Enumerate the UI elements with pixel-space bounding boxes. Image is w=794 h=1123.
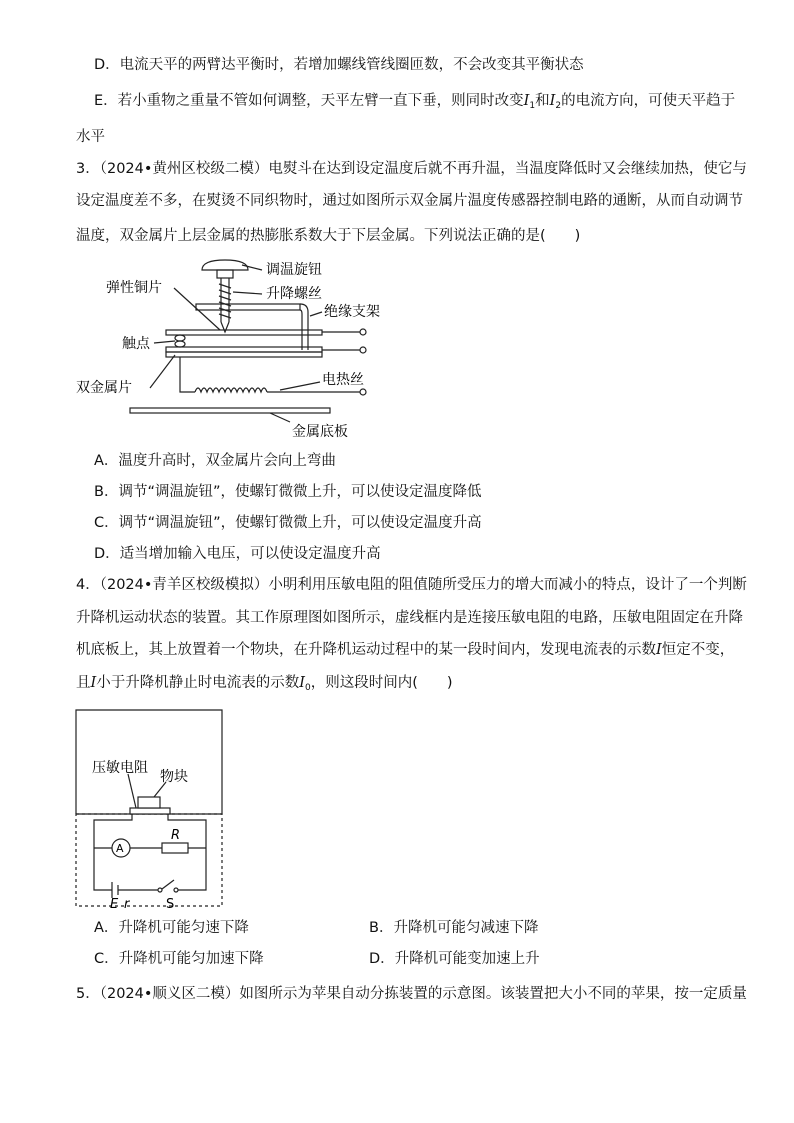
q4-stem-line1: 4．（2024•青羊区校级模拟）小明利用压敏电阻的阻值随所受压力的增大而减小的特点，设计了一个判断	[76, 577, 747, 593]
q4-stem-line4-c: ，则这段时间内( )	[310, 675, 453, 691]
label-bimetal: 双金属片	[76, 380, 132, 396]
q4-option-b: B．升降机可能匀减速下降	[369, 920, 539, 936]
q2-option-e-text-b: 的电流方向，可使天平趋于	[561, 93, 736, 109]
q4-figure-elevator-circuit	[74, 708, 226, 910]
label-block: 物块	[160, 769, 188, 785]
q3-option-b: B．调节“调温旋钮”，使螺钉微微上升，可以使设定温度降低	[94, 484, 482, 500]
label-pressure-resistor: 压敏电阻	[92, 760, 148, 776]
q4-stem-line3	[76, 640, 734, 660]
q2-sub-2: 2	[555, 101, 562, 111]
q4-var-i0: I	[299, 675, 305, 691]
label-r-resistor: R	[171, 828, 181, 843]
q4-stem-line3-b: 恒定不变，	[661, 642, 735, 658]
label-heater: 电热丝	[322, 372, 364, 388]
q2-option-d: D．电流天平的两臂达平衡时，若增加螺线管线圈匝数，不会改变其平衡状态	[94, 57, 584, 73]
label-contact: 触点	[122, 336, 150, 352]
q4-stem-line4-b: 小于升降机静止时电流表的示数	[96, 675, 300, 691]
q2-var-i1: I	[523, 93, 530, 109]
q3-stem-line1: 3．（2024•黄州区校级二模）电熨斗在达到设定温度后就不再升温，当温度降低时又会继续加热，使它与	[76, 161, 747, 177]
q4-option-d: D．升降机可能变加速上升	[369, 951, 540, 967]
q2-and: 和	[535, 93, 550, 109]
q3-option-d: D．适当增加输入电压，可以使设定温度升高	[94, 546, 381, 562]
label-knob: 调温旋钮	[266, 262, 322, 278]
q4-var-i: I	[656, 642, 662, 658]
q4-sub-0: 0	[304, 683, 311, 693]
q3-stem-line2: 设定温度差不多，在熨烫不同织物时，通过如图所示双金属片温度传感器控制电路的通断，从而自动调节	[76, 193, 743, 209]
label-plate: 金属底板	[292, 424, 348, 440]
knob-icon	[202, 260, 248, 270]
q4-stem-line2: 升降机运动状态的装置。其工作原理图如图所示，虚线框内是连接压敏电阻的电路，压敏电阻固定在升降	[76, 610, 743, 626]
q3-option-c: C．调节“调温旋钮”，使螺钉微微上升，可以使设定温度升高	[94, 515, 482, 531]
q5-stem-line1: 5．（2024•顺义区二模）如图所示为苹果自动分拣装置的示意图。该装置把大小不同的苹果，按一定质量	[76, 986, 747, 1002]
q2-option-e-cont: 水平	[76, 129, 105, 145]
ammeter-icon: A	[116, 842, 124, 855]
q2-var-i2: I	[549, 93, 556, 109]
label-internal-r: r	[124, 897, 130, 910]
q3-stem-line3: 温度，双金属片上层金属的热膨胀系数大于下层金属。下列说法正确的是( )	[76, 228, 581, 244]
q3-figure-bimetal-thermostat	[70, 252, 400, 444]
q4-stem-line4-a: 且	[76, 675, 91, 691]
q4-stem-line4	[76, 673, 453, 698]
q2-option-e	[94, 91, 735, 116]
label-emf: E	[110, 897, 119, 910]
label-switch: S	[166, 897, 175, 910]
q2-option-e-text-a: E．若小重物之重量不管如何调整，天平左臂一直下垂，则同时改变	[94, 93, 524, 109]
q4-option-c: C．升降机可能匀加速下降	[94, 951, 264, 967]
label-bracket: 绝缘支架	[324, 304, 380, 320]
label-screw: 升降螺丝	[266, 286, 322, 302]
q2-sub-1: 1	[529, 101, 536, 111]
q4-var-i-b: I	[90, 675, 97, 691]
label-copper: 弹性铜片	[106, 280, 162, 296]
q3-option-a: A．温度升高时，双金属片会向上弯曲	[94, 453, 336, 469]
q4-option-a: A．升降机可能匀速下降	[94, 920, 249, 936]
q4-stem-line3-a: 机底板上，其上放置着一个物块，在升降机运动过程中的某一段时间内，发现电流表的示数	[76, 642, 656, 658]
